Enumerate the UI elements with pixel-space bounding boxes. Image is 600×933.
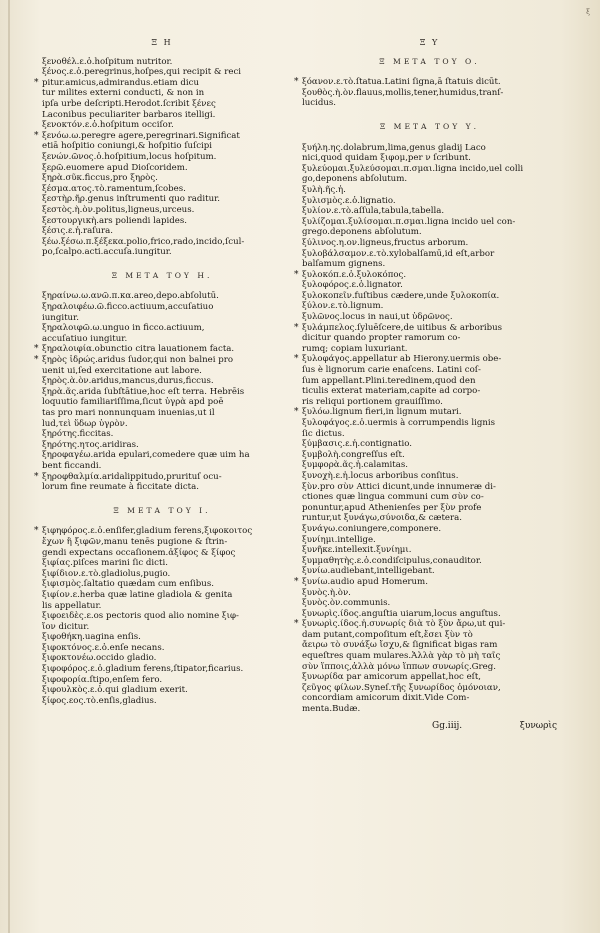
right-section-1 (302, 77, 557, 109)
dictionary-entry-line: * ξηρὸς ἱδρώς.aridus ſudor,qui non balnei pro (42, 355, 282, 366)
dictionary-entry-line: rumq; copiam luxuriant. (302, 343, 408, 354)
dictionary-entry-line: menta.Budæ. (302, 704, 361, 715)
dictionary-entry-line: uenit ui,ſed exercitatione aut labore. (42, 365, 202, 376)
dictionary-entry-line: loquutio familiariſſima,ſicut ὑγρὰ apd poē (42, 397, 224, 408)
dictionary-entry-line: ξιφίον.ε.herba quæ latine gladiola & genita (42, 589, 233, 600)
dictionary-entry-line: ξέσμα.ατος.τὸ.ramentum,ſcobes. (42, 183, 186, 194)
dictionary-entry-line: ξυήλη.ης.dolabrum,lima,genus gladij Laco (302, 142, 486, 153)
dictionary-entry-line: ξυνίημι.intellige. (302, 534, 376, 545)
dictionary-entry-line: concordiam amicorum dixit.Vide Com- (302, 693, 470, 704)
dictionary-entry-line: ξυνὸς.ὸν.communis. (302, 598, 391, 609)
dictionary-entry-line: ξυλοφόρος.ε.ὁ.lignator. (302, 280, 403, 291)
dictionary-entry-line: runtur,ut ξυνάγω,σύνοιδα,& cætera. (302, 513, 462, 524)
dictionary-entry-line: ſus è lignorum carie enaſcens. Latini coſ- (302, 365, 481, 376)
dictionary-entry-line: * ξηραλοιφία.obunctio citra lauationem facta. (42, 344, 282, 355)
right-column (302, 38, 557, 731)
dictionary-entry-line: ξιφοκτονέω.occido gladio. (42, 653, 157, 664)
dictionary-entry-line: ξυλοβάλσαμον.ε.τὸ.xylobalſamū,id eſt,arbor (302, 248, 495, 259)
dictionary-entry-line: ξηροφαγέω.arida epulari,comedere quæ uim ha (42, 450, 250, 461)
dictionary-entry-line: ξενοθέλ.ε.ὁ.hoſpitum nutritor. (42, 56, 173, 67)
dictionary-entry-line: ξυλοκοπεῖν.fuſtibus cædere,unde ξυλοκοπία. (302, 290, 500, 301)
dictionary-entry-line: ξυλίζομαι.ξυλίσομαι.π.σμαι.ligna incido uel con- (302, 216, 516, 227)
dictionary-entry-line: ξέω.ξέσω.π.ξέξεκα.polio,frico,rado,incido,ſcul- (42, 236, 245, 247)
dictionary-entry-line: lud,τεὶ ὕδωρ ὑγρὸν. (42, 418, 128, 429)
dictionary-entry-line: ξυλὴ.ῆς.ἡ. (302, 184, 346, 195)
left-section-3 (42, 526, 282, 706)
section-heading-omicron: Ξ ΜΕΤΑ ΤΟΥ Ο. (379, 56, 480, 66)
dictionary-entry-line: lucidus. (302, 98, 337, 109)
left-column (42, 38, 282, 706)
dictionary-entry-line: ξιφίας.piſces marini ſic dicti. (42, 558, 168, 569)
dictionary-entry-line: ξηραλοιφῶ.ω.unguo in ficco.actiuum, (42, 323, 205, 334)
dictionary-entry-line: ponuntur,apud Athenienſes per ξὺν profe (302, 502, 482, 513)
dictionary-entry-line: ξιφουλκὸς.ε.ὁ.qui gladium exerit. (42, 685, 188, 696)
dictionary-entry-line: * ξυνίω.audio apud Homerum. (302, 577, 557, 588)
dictionary-entry-line: ξηρότης.ητος.aridiras. (42, 439, 139, 450)
gutter-shadow (8, 0, 10, 933)
dictionary-entry-line: ξύλον.ε.τὸ.lignum. (302, 301, 384, 312)
right-running-head: Ξ Υ (419, 38, 440, 47)
page-footer (302, 721, 557, 732)
dictionary-entry-line: ſic dictus. (302, 428, 345, 439)
dictionary-entry-line: dam putant,compoſitum eſt,ἔσει ξὺν τὸ (302, 629, 473, 640)
dictionary-entry-line: ticulis exterat materiam,capite ad corpo- (302, 386, 481, 397)
left-running-head: Ξ Η (151, 38, 173, 47)
dictionary-entry-line: ξένος.ε.ὁ.peregrinus,hoſpes,qui recipit & reci (42, 67, 242, 78)
dictionary-entry-line: lorum fine reumate à ficcitate dicta. (42, 482, 199, 493)
dictionary-entry-line: ξεστουργικὴ.ars poliendi lapides. (42, 215, 188, 226)
dictionary-entry-line: ξυμβολὴ.congreſſus eſt. (302, 449, 405, 460)
left-section-1 (42, 57, 282, 258)
dictionary-entry-line: * ξιφηφόρος.ε.ὁ.enſifer,gladium ferens,ξιφοκοιτος (42, 526, 282, 537)
section-heading-iota: Ξ ΜΕΤΑ ΤΟΥ Ι. (113, 505, 211, 515)
dictionary-entry-line: ξύμβασις.ε.ἡ.contignatio. (302, 439, 412, 450)
right-section-2 (302, 143, 557, 715)
dictionary-entry-line: ξέσις.ε.ἡ.raſura. (42, 226, 113, 237)
dictionary-entry-line: ξυνωρίδα par amicorum appellat,hoc eſt, (302, 672, 482, 683)
corner-mark: ξ (586, 8, 590, 16)
dictionary-entry-line: nici,quod quidam ξιφομ,per ν ſcribunt. (302, 153, 471, 164)
dictionary-entry-line: ξηραλοιφέω.ῶ.ficco.actiuum,accuſatiuo (42, 302, 214, 313)
signature-mark: Gg.iiij. (432, 720, 463, 731)
dictionary-entry-line: ξυνωρὶς.ίδος.anguſtia uiarum,locus anguſtus. (302, 608, 501, 619)
dictionary-entry-line: ξὺν.pro σὺν Attici dicunt,unde innumeræ di- (302, 481, 496, 492)
dictionary-entry-line: ξυλισμὸς.ε.ὁ.lignatio. (302, 195, 396, 206)
dictionary-entry-line: ἔχων ἢ ξιφῶν,manu tenēs pugione & ſtrin- (42, 536, 228, 547)
dictionary-entry-line: ξυλῶνος.locus in naui,ut ὑδρῶνος. (302, 312, 453, 323)
dictionary-entry-line: * ξυλόω.lignum fieri,in lignum mutari. (302, 407, 557, 418)
dictionary-entry-line: go,deponens abſolutum. (302, 174, 408, 185)
dictionary-entry-line: ξυνὸς.ὴ.ὸν. (302, 587, 351, 598)
dictionary-entry-line: ξυμμαθητὴς.ε.ὁ.condiſcipulus,conauditor. (302, 555, 482, 566)
dictionary-entry-line: ξυλίον.ε.τὸ.aſſula,tabula,tabella. (302, 206, 445, 217)
dictionary-entry-line: ξιφοθήκη.uagina enſis. (42, 632, 141, 643)
dictionary-entry-line: ξύλινος.η.ον.ligneus,fructus arborum. (302, 237, 469, 248)
dictionary-entry-line: ris reliqui portionem grauiſſimo. (302, 396, 443, 407)
dictionary-entry-line: * pitur.amicus,admirandus.etiam dicu (42, 78, 282, 89)
dictionary-entry-line: ξεστὴρ.ῆρ.genus inſtrumenti quo raditur. (42, 194, 221, 205)
dictionary-entry-line: ξιφοκτόνος.ε.ὁ.enſe necans. (42, 642, 165, 653)
dictionary-entry-line: ξυλοφάγος.ε.ὁ.uermis à corrumpendis lignis (302, 418, 496, 428)
dictionary-entry-line: * ξυλοκόπ.ε.ὁ.ξυλοκόπος. (302, 270, 557, 281)
dictionary-entry-line: ξίφος.εος.τὸ.enſis,gladius. (42, 695, 157, 706)
dictionary-entry-line: ξυλεύομαι.ξυλεύσομαι.π.σμαι.ligna incido,uel colli (302, 163, 524, 174)
dictionary-entry-line: lis appellatur. (42, 600, 102, 611)
dictionary-entry-line: ἄειρω τὸ συνάξω ἴσχυ,& ſignificat bigas ram (302, 640, 498, 651)
dictionary-entry-line: * ξηροφθαλμία.aridalippitudo,prurituſ ocu- (42, 472, 282, 483)
dictionary-entry-line: ξιφισμὸς.ſaltatio quædam cum enſibus. (42, 579, 214, 590)
left-section-2 (42, 291, 282, 492)
dictionary-entry-line: ζεῦγος φίλων.Syneſ.τῆς ξυνωρίδος ὁμόνοιαν, (302, 682, 501, 693)
dictionary-entry-line: * ξόανον.ε.τὸ.ſtatua.Latini ſigna,ā ſtatuis dicūt. (302, 77, 557, 88)
dictionary-entry-line: etiā hoſpitio coniungi,& hoſpitio ſuſcipi (42, 141, 213, 152)
dictionary-entry-line: ξιφίδιον.ε.τὸ.gladiolus,pugio. (42, 568, 171, 579)
dictionary-entry-line: ξυνάγω.coniungere,componere. (302, 523, 442, 534)
dictionary-entry-line: * ξυλοφάγος.appellatur ab Hierony.uermis obe- (302, 354, 557, 365)
dictionary-entry-line: ἴον dicitur. (42, 621, 90, 632)
dictionary-entry-line: ξυνοχὴ.ε.ἡ.locus arboribus conſitus. (302, 470, 459, 481)
dictionary-entry-line: tur milites externi conducti, & non in (42, 88, 205, 99)
dictionary-entry-line: ξυμφορὰ.ᾶς.ἡ.calamitas. (302, 460, 408, 471)
dictionary-entry-line: accuſatiuo iungitur. (42, 333, 128, 344)
dictionary-entry-line: balſamum gignens. (302, 259, 386, 270)
dictionary-entry-line: * ξυνωρὶς.ίδος.ἡ.συνωρίς διὰ τὸ ξὺν ἄρω,ut qui- (302, 619, 557, 630)
dictionary-entry-line: ξενών.ῶνος.ὁ.hoſpitium,locus hoſpitum. (42, 151, 217, 162)
dictionary-entry-line: ξηρότης.ficcitas. (42, 429, 114, 440)
section-heading-upsilon: Ξ ΜΕΤΑ ΤΟΥ Υ. (379, 121, 480, 131)
dictionary-entry-line: ξηρὰ.ᾶς.arida ſubſtātiue,hoc eſt terra. Hebrēis (42, 386, 245, 397)
dictionary-entry-line: po,ſcalpo.acti.accuſa.iungitur. (42, 247, 172, 258)
dictionary-entry-line: bent ficcandi. (42, 460, 102, 471)
dictionary-entry-line: ξηραίνω.ω.ανῶ.π.κα.areo,depo.abſolutū. (42, 291, 219, 302)
dictionary-entry-line: tas pro mari nonnunquam inuenias,ut il (42, 408, 215, 418)
dictionary-entry-line: ipſa urbe deſcripti.Herodot.ſcribit ξένες (42, 98, 216, 109)
dictionary-entry-line: equeſtres quam mulares.Ἀλλὰ γὰρ τὸ μὴ ταῖς (302, 651, 501, 662)
dictionary-entry-line: ξυνίω.audiebant,intelligebant. (302, 566, 435, 577)
dictionary-entry-line: ξιφοειδὲς.ε.os pectoris quod alio nomine ξιφ- (42, 611, 239, 622)
dictionary-entry-line: * ξενόω.ω.peregre agere,peregrinari.Significat (42, 131, 282, 142)
section-heading-eta: Ξ ΜΕΤΑ ΤΟΥ Η. (111, 270, 213, 280)
dictionary-entry-line: ξεστὸς.ὴ.ὸν.politus,ligneus,urceus. (42, 204, 195, 215)
dictionary-entry-line: ξηρὰ.σῦκ.ficcus,pro ξηρὸς. (42, 173, 158, 184)
dictionary-entry-line: gendi expectans occaſionem.ἀξίφος & ξίφος (42, 547, 236, 558)
dictionary-entry-line: ξουθὸς.ὴ.ὸν.flauus,mollis,tener,humidus,tranſ- (302, 87, 504, 98)
dictionary-entry-line: Laconibus peculiariter barbaros itelligi. (42, 109, 216, 120)
dictionary-entry-line: ſum appellant.Plini.teredinem,quod den (302, 375, 476, 386)
dictionary-entry-line: σὺν ἵπποις,ἀλλὰ μόνω ἵππων συνωρίς.Greg. (302, 661, 496, 672)
dictionary-entry-line: * ξυλάμπελος.ſyluēſcere,de uitibus & arboribus (302, 323, 557, 334)
dictionary-entry-line: iungitur. (42, 312, 79, 323)
dictionary-entry-line: ξενοκτόν.ε.ὁ.hoſpitum occiſor. (42, 120, 174, 131)
catchword: ξυνωρὶς (519, 720, 557, 731)
dictionary-entry-line: ξιφοφορία.ſtipo,enſem fero. (42, 674, 163, 685)
dictionary-entry-line: grego.deponens abſolutum. (302, 227, 422, 238)
dictionary-entry-line: dicitur quando propter ramorum co- (302, 333, 461, 344)
dictionary-entry-line: ξυνῆκε.intellexit.ξυνίημι. (302, 545, 412, 556)
dictionary-entry-line: ξερῶ.euomere apud Dioſcoridem. (42, 162, 188, 173)
dictionary-entry-line: ξηρὸς.ὰ.ὸν.aridus,mancus,durus,ficcus. (42, 376, 214, 387)
dictionary-entry-line: ξιφοφόρος.ε.ὁ.gladium ferens,ſtipator,ficarius. (42, 664, 244, 675)
dictionary-entry-line: ctiones quæ lingua communi cum σὺν co- (302, 492, 484, 503)
